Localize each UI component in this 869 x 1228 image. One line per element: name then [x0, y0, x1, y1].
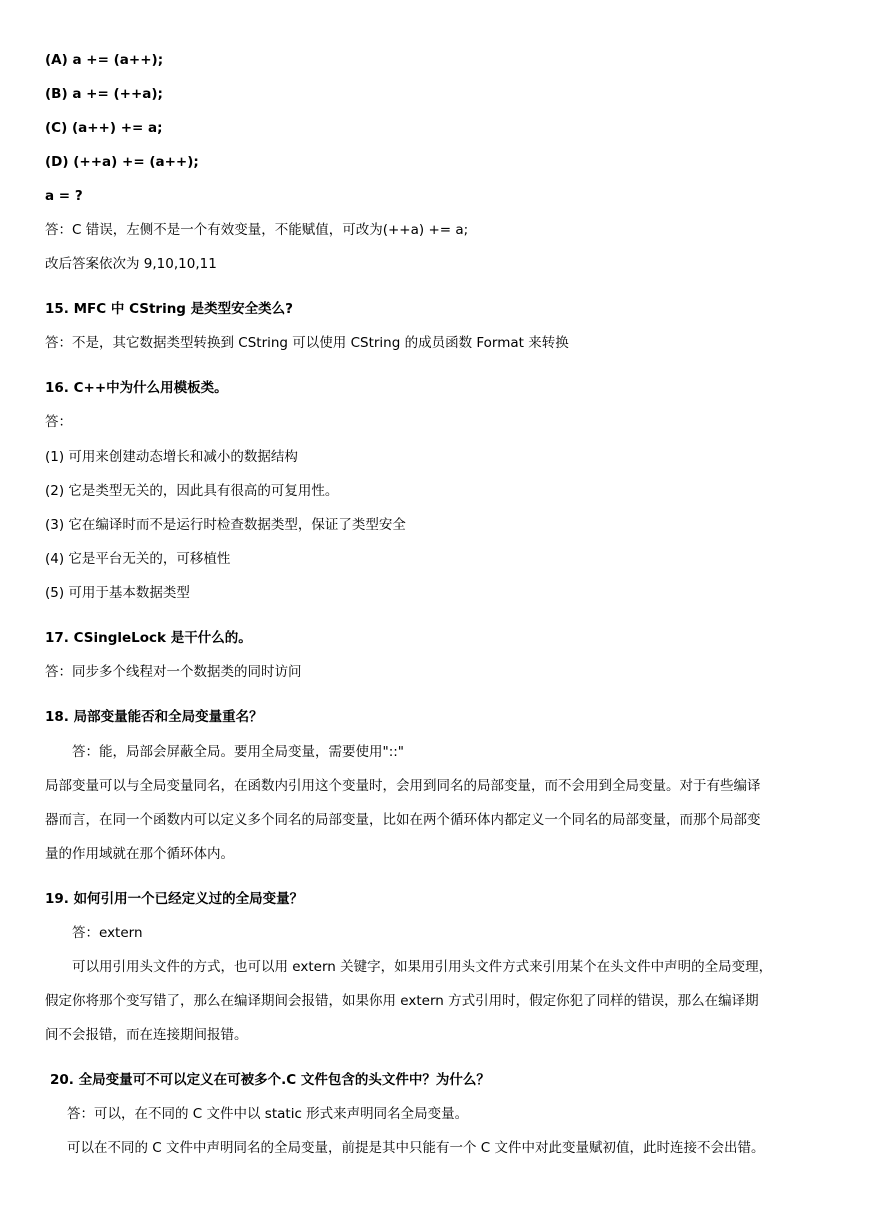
option-a: (A) a += (a++); — [45, 52, 164, 68]
question-20: 20. 全局变量可不可以定义在可被多个.C 文件包含的头文件中？为什么？ — [50, 1072, 490, 1088]
answer-18-detail-1: 局部变量可以与全局变量同名，在函数内引用这个变量时，会用到同名的局部变量，而不会用到全局变量。对于有些编译 — [45, 778, 761, 794]
answer-19-detail-1: 可以用引用头文件的方式，也可以用 extern 关键字，如果用引用头文件方式来引用某个在头文件中声明的全局变理， — [72, 959, 773, 975]
answer-19-detail-2: 假定你将那个变写错了，那么在编译期间会报错，如果你用 extern 方式引用时，假定你犯了同样的错误，那么在编译期 — [45, 993, 759, 1009]
answer-14-result: 改后答案依次为 9,10,10,11 — [45, 256, 217, 272]
answer-19-detail-3: 间不会报错，而在连接期间报错。 — [45, 1027, 248, 1043]
answer-17: 答：同步多个线程对一个数据类的同时访问 — [45, 664, 302, 680]
answer-16-item-5: (5) 可用于基本数据类型 — [45, 585, 190, 601]
option-c: (C) (a++) += a; — [45, 120, 163, 136]
option-d: (D) (++a) += (a++); — [45, 154, 199, 170]
question-19: 19. 如何引用一个已经定义过的全局变量？ — [45, 891, 304, 907]
answer-20-detail: 可以在不同的 C 文件中声明同名的全局变量，前提是其中只能有一个 C 文件中对此变量赋初值，此时连接不会出错。 — [67, 1140, 765, 1156]
answer-18-detail-3: 量的作用域就在那个循环体内。 — [45, 846, 234, 862]
answer-15: 答：不是，其它数据类型转换到 CString 可以使用 CString 的成员函数 Format 来转换 — [45, 335, 569, 351]
answer-16-item-1: (1) 可用来创建动态增长和减小的数据结构 — [45, 449, 298, 465]
answer-20: 答：可以，在不同的 C 文件中以 static 形式来声明同名全局变量。 — [67, 1106, 469, 1122]
answer-16-item-3: (3) 它在编译时而不是运行时检查数据类型，保证了类型安全 — [45, 517, 406, 533]
answer-16-label: 答： — [45, 414, 72, 430]
question-a-value: a = ? — [45, 188, 83, 204]
answer-16-item-4: (4) 它是平台无关的，可移植性 — [45, 551, 231, 567]
answer-14: 答：C 错误，左侧不是一个有效变量，不能赋值，可改为(++a) += a; — [45, 222, 469, 238]
question-17: 17. CSingleLock 是干什么的。 — [45, 630, 252, 646]
question-15: 15. MFC 中 CString 是类型安全类么? — [45, 301, 294, 317]
answer-16-item-2: (2) 它是类型无关的，因此具有很高的可复用性。 — [45, 483, 339, 499]
answer-18-detail-2: 器而言，在同一个函数内可以定义多个同名的局部变量，比如在两个循环体内都定义一个同名的局部变量，而那个局部变 — [45, 812, 761, 828]
option-b: (B) a += (++a); — [45, 86, 163, 102]
answer-18: 答：能，局部会屏蔽全局。要用全局变量，需要使用"::" — [72, 744, 405, 760]
answer-19: 答：extern — [72, 925, 143, 941]
question-18: 18. 局部变量能否和全局变量重名？ — [45, 709, 263, 725]
question-16: 16. C++中为什么用模板类。 — [45, 380, 228, 396]
